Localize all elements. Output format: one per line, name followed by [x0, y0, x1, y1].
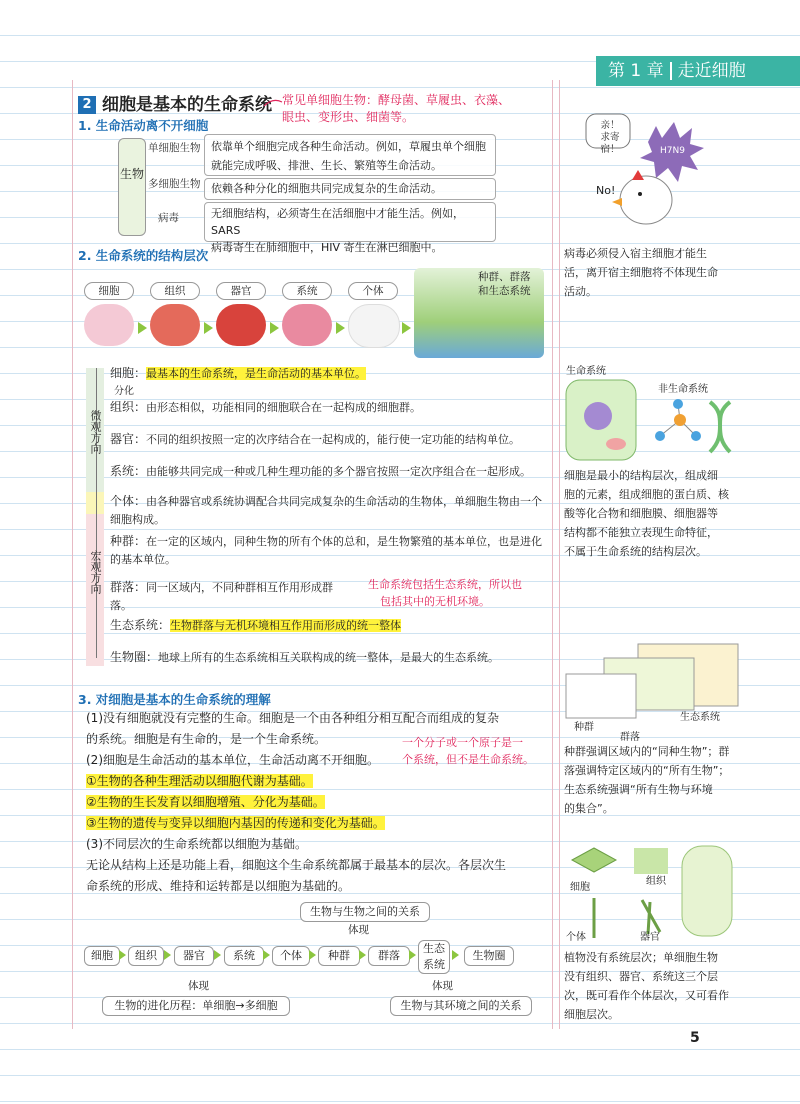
def-organ-text: 不同的组织按照一定的次序结合在一起构成的，能行使一定功能的结构单位。	[146, 433, 521, 446]
macro-direction-label	[86, 550, 104, 598]
def-cell-text: 最基本的生命系统，是生命活动的基本单位。	[146, 367, 367, 380]
sidebar3-line-2: 落强调特定区域内的“所有生物”；	[564, 764, 730, 777]
sidebar2-text	[564, 466, 734, 561]
def-system-text: 由能够共同完成一种或几种生理功能的多个器官按照一定次序组合在一起形成。	[146, 465, 532, 478]
flow-arrow-3	[214, 950, 221, 960]
sidebar4-line-4: 细胞层次。	[564, 1008, 619, 1021]
sidebar4-line-1: 植物没有系统层次；单细胞生物	[564, 951, 718, 964]
section-number: 2	[78, 96, 96, 114]
virus-bubble	[592, 120, 628, 156]
flow-arrow-4	[263, 950, 270, 960]
organism-root-text: 生物	[119, 167, 144, 181]
organ-label: 器官	[640, 932, 660, 943]
level-organ	[216, 282, 266, 346]
def-individual-term: 个体：	[110, 494, 147, 508]
level-cell-tag: 细胞	[84, 282, 134, 300]
def-biosphere-term: 生物圈：	[110, 650, 159, 664]
def-ecosystem-text: 生物群落与无机环境相互作用而形成的统一整体	[170, 619, 402, 632]
panda-picture	[348, 304, 400, 348]
virus-label: H7N9	[660, 146, 685, 156]
molecule-note-line-1: 一个分子或一个原子是一	[402, 736, 523, 749]
label-multicellular: 多细胞生物	[148, 178, 201, 190]
ecosystem-label-line-2: 和生态系统	[478, 285, 531, 297]
sidebar3-line-3: 生态系统强调“所有生物与环境	[564, 783, 713, 796]
sidebar4-line-3: 次，既可看作个体层次，又可看作	[564, 989, 729, 1002]
def-population-term: 种群：	[110, 534, 147, 548]
part3-line-7: (3)不同层次的生命系统都以细胞为基础。	[86, 837, 307, 851]
def-cell-term: 细胞：	[110, 366, 147, 380]
level-tissue	[150, 282, 200, 346]
organ-picture	[216, 304, 266, 346]
def-organ	[110, 430, 550, 449]
flow-arrow-8	[452, 950, 459, 960]
sidebar3-line-1: 种群强调区域内的“同种生物”；群	[564, 745, 730, 758]
flow-arrow-2	[164, 950, 171, 960]
part1-heading: 1. 生命活动离不开细胞	[78, 118, 209, 133]
bubble-line-2: 求寄宿！	[600, 132, 620, 155]
flow-arrow-5	[309, 950, 316, 960]
part3-line-4-text: ①生物的各种生理活动以细胞代谢为基础。	[86, 774, 313, 788]
def-tissue-term: 组织：	[110, 400, 147, 414]
flow-top-box: 生物与生物之间的关系	[300, 902, 430, 922]
differentiation-label: 分化	[114, 386, 134, 397]
multicellular-line-1: 依赖各种分化的细胞共同完成复杂的生命活动。	[211, 182, 442, 195]
virus-line-1: 无细胞结构，必须寄生在活细胞中才能生活。例如，SARS	[211, 207, 464, 237]
level-arrow-4	[336, 322, 345, 334]
section-title-text: 细胞是基本的生命系统	[102, 95, 272, 115]
sidebar1-line-3: 活动。	[564, 285, 597, 298]
ecosystem-label	[478, 270, 531, 298]
flow-arrow-7	[409, 950, 416, 960]
virus-box	[204, 202, 496, 254]
population-label: 种群	[574, 722, 594, 733]
unicellular-line-2: 就能完成呼吸、排泄、生长、繁殖等生命活动。	[211, 159, 442, 172]
def-ecosystem-term: 生态系统：	[110, 618, 171, 632]
part3-line-9: 命系统的形成、维持和运转都是以细胞为基础的。	[86, 879, 351, 893]
sidebar2-line-1: 细胞是最小的结构层次，组成细	[564, 469, 718, 482]
level-arrow-1	[138, 322, 147, 334]
cell-picture	[84, 304, 134, 346]
def-individual-text: 由各种器官或系统协调配合共同完成复杂的生命活动的生物体，单细胞生物由一个细胞构成。	[110, 495, 543, 526]
community-label: 群落	[620, 732, 640, 743]
section-title	[78, 90, 272, 115]
micro-direction-label	[86, 410, 104, 458]
def-individual	[110, 492, 550, 529]
flow-bottom-right-embody: 体现	[432, 980, 453, 992]
flow-population: 种群	[318, 946, 360, 966]
tissue-label: 组织	[646, 876, 666, 887]
chapter-tag	[596, 56, 800, 86]
def-organ-term: 器官：	[110, 432, 147, 446]
sidebar2-line-2: 胞的元素，组成细胞的蛋白质、核	[564, 488, 729, 501]
section-note-line-2: 眼虫、变形虫、细菌等。	[282, 110, 415, 124]
flow-arrow-6	[359, 950, 366, 960]
def-community-text: 同一区域内，不同种群相互作用形成群落。	[110, 581, 334, 612]
molecule-note-line-2: 个系统，但不是生命系统。	[402, 753, 534, 766]
column-divider-line	[552, 80, 553, 1029]
level-system-tag: 系统	[282, 282, 332, 300]
part3-line-5-text: ②生物的生长发育以细胞增殖、分化为基础。	[86, 795, 325, 809]
level-arrow-2	[204, 322, 213, 334]
flow-ecosystem: 生态系统	[418, 940, 450, 974]
sidebar3-line-4: 的集合”。	[564, 802, 614, 815]
flow-bottom-left-box: 生物的进化历程：单细胞→多细胞	[102, 996, 290, 1016]
def-cell	[110, 364, 550, 383]
part3-line-6-text: ③生物的遗传与变异以细胞内基因的传递和变化为基础。	[86, 816, 385, 830]
sidebar1-text	[564, 244, 734, 301]
sidebar2-line-3: 酸等化合物和细胞膜、细胞器等	[564, 507, 718, 520]
flow-system: 系统	[224, 946, 264, 966]
unicellular-line-1: 依靠单个细胞完成各种生命活动。例如，草履虫单个细胞	[211, 140, 486, 153]
def-ecosystem	[110, 616, 550, 635]
bubble-line-1: 亲！	[600, 120, 620, 131]
note-arrow-icon	[262, 96, 284, 110]
sidebar2-line-5: 不属于生命系统的结构层次。	[564, 545, 707, 558]
no-text: No!	[596, 184, 616, 197]
level-arrow-5	[402, 322, 411, 334]
macro-direction-text: 宏观方向	[89, 550, 102, 594]
section-note-line-1: 常见单细胞生物：酵母菌、草履虫、衣藻、	[282, 93, 511, 107]
def-community-term: 群落：	[110, 580, 147, 594]
flow-bottom-right-box: 生物与其环境之间的关系	[390, 996, 532, 1016]
flow-cell: 细胞	[84, 946, 120, 966]
molecule-note	[402, 734, 534, 768]
label-virus: 病毒	[158, 212, 179, 224]
micro-direction-text: 微观方向	[89, 410, 102, 454]
virus-line-2: 病毒寄生在肺细胞中，HIV 寄生在淋巴细胞中。	[211, 241, 443, 254]
label-unicellular: 单细胞生物	[148, 142, 201, 154]
part3-line-1: (1)没有细胞就没有完整的生命。细胞是一个由各种组分相互配合而组成的复杂	[86, 711, 500, 725]
section-note	[282, 92, 510, 126]
eco-label: 生态系统	[680, 712, 720, 723]
flow-bottom-left-embody: 体现	[188, 980, 209, 992]
level-individual	[348, 282, 398, 348]
cell-label: 细胞	[570, 882, 590, 893]
level-tissue-tag: 组织	[150, 282, 200, 300]
eco-note	[368, 576, 522, 610]
chapter-title: 走近细胞	[677, 61, 746, 81]
multicellular-box	[204, 178, 496, 200]
flow-top-embody: 体现	[348, 924, 369, 936]
unicellular-box	[204, 134, 496, 176]
left-margin-line	[72, 80, 73, 1029]
def-tissue	[110, 398, 550, 417]
plant-levels-illustration	[564, 842, 740, 942]
system-picture	[282, 304, 332, 346]
def-population-text: 在一定的区域内，同种生物的所有个体的总和，是生物繁殖的基本单位，也是进化的基本单位。	[110, 535, 543, 566]
sidebar4-line-2: 没有组织、器官、系统这三个层	[564, 970, 718, 983]
part3-line-6	[86, 813, 546, 834]
def-system	[110, 462, 550, 481]
def-biosphere	[110, 648, 550, 667]
sidebar1-line-2: 活，离开宿主细胞将不体现生命	[564, 266, 718, 279]
cell-vs-molecule-illustration	[560, 372, 740, 468]
part3-line-4	[86, 771, 546, 792]
flow-individual: 个体	[272, 946, 310, 966]
sidebar3-text	[564, 742, 734, 818]
ecosystem-label-line-1: 种群、群落	[478, 271, 531, 283]
flow-arrow-1	[119, 950, 126, 960]
def-biosphere-text: 地球上所有的生态系统相互关联构成的统一整体，是最大的生态系统。	[158, 651, 500, 664]
tissue-picture	[150, 304, 200, 346]
nonlife-system-label: 非生命系统	[658, 384, 708, 395]
def-system-term: 系统：	[110, 464, 147, 478]
life-system-label: 生命系统	[566, 366, 606, 377]
level-organ-tag: 器官	[216, 282, 266, 300]
chapter-separator	[670, 62, 672, 80]
flow-organ: 器官	[174, 946, 214, 966]
eco-note-line-2: 包括其中的无机环境。	[380, 595, 490, 608]
page-number: 5	[690, 1030, 700, 1046]
column-divider-line-2	[559, 80, 560, 1029]
level-arrow-3	[270, 322, 279, 334]
part3-line-8: 无论从结构上还是功能上看，细胞这个生命系统都属于最基本的层次。各层次生	[86, 858, 507, 872]
sidebar2-line-4: 结构都不能独立表现生命特征，	[564, 526, 718, 539]
flow-community: 群落	[368, 946, 410, 966]
flow-biosphere: 生物圈	[464, 946, 514, 966]
flow-tissue: 组织	[128, 946, 164, 966]
eco-note-line-1: 生命系统包括生态系统，所以也	[368, 578, 522, 591]
level-individual-tag: 个体	[348, 282, 398, 300]
sidebar1-line-1: 病毒必须侵入宿主细胞才能生	[564, 247, 707, 260]
part3-line-2: 的系统。细胞是有生命的，是一个生命系统。	[86, 732, 327, 746]
def-tissue-text: 由形态相似，功能相同的细胞联合在一起构成的细胞群。	[146, 401, 422, 414]
individual-label: 个体	[566, 932, 586, 943]
level-system	[282, 282, 332, 346]
sidebar4-text	[564, 948, 734, 1024]
organism-root-box	[118, 138, 146, 236]
part3-line-3: (2)细胞是生命活动的基本单位，生命活动离不开细胞。	[86, 753, 380, 767]
part2-heading: 2. 生命系统的结构层次	[78, 248, 209, 263]
chapter-number: 第 1 章	[608, 61, 664, 81]
level-cell	[84, 282, 134, 346]
def-community	[110, 578, 350, 615]
organism-root-label	[119, 165, 145, 182]
part3-heading: 3. 对细胞是基本的生命系统的理解	[78, 692, 271, 707]
def-population	[110, 532, 550, 569]
individual-strip	[86, 492, 104, 514]
part3-line-5	[86, 792, 546, 813]
